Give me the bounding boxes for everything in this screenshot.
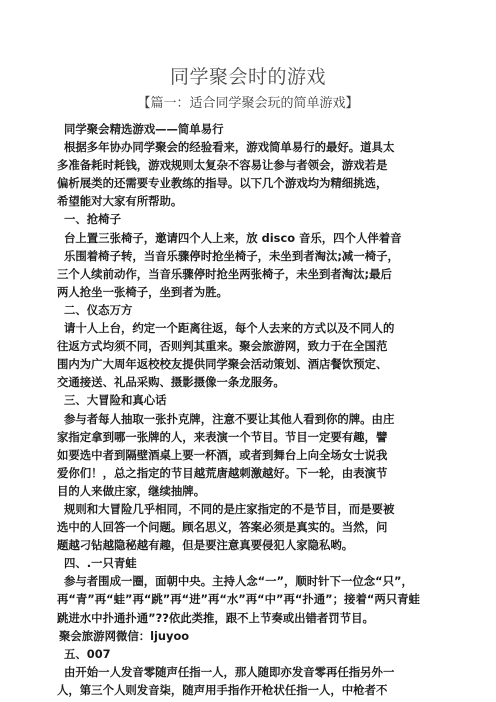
text-line: 交通接送、礼品采购、摄影摄像一条龙服务。 [57, 375, 285, 390]
text-line: 希望能对大家有所帮助。 [57, 194, 183, 209]
article-body [57, 120, 461, 699]
text-line: 多准备耗时耗钱，游戏规则太复杂不容易让参与者领会，游戏若是 [57, 158, 388, 173]
text-line: 参与者围成一圈，面朝中央。主持人念“一”，顺时针下一位念“只”， [64, 574, 413, 589]
text-line: 三、大冒险和真心话 [64, 393, 167, 408]
text-line: 乐围着椅子转，当音乐骤停时抢坐椅子，未坐到者淘汰;减一椅子， [64, 248, 399, 263]
section-subtitle: 【篇一：适合同学聚会玩的简单游戏】 [137, 96, 359, 111]
text-line: 往返方式均须不同，否则判其重来。聚会旅游网，致力于在全国范 [57, 339, 388, 354]
text-line: 家指定拿到哪一张牌的人，来表演一个节目。节目一定要有趣，譬 [57, 429, 388, 444]
text-line: 三个人续前动作，当音乐骤停时抢坐两张椅子，未坐到者淘汰;最后 [57, 266, 392, 281]
text-line: 一、抢椅子 [64, 212, 121, 227]
text-line: 如要选中者到隔壁酒桌上要一杯酒，或者到舞台上向全场女士说我 [57, 447, 388, 462]
text-line: 由开始一人发音零随声任指一人，那人随即亦发音零再任指另外一 [64, 664, 395, 679]
text-line: 再“青”再“蛙”再“跳”再“进”再“水”再“中”再“扑通”；接着“两只青蛙 [57, 592, 420, 607]
text-line: 爱你们！，总之指定的节目越荒唐越刺激越好。下一轮，由表演节 [57, 465, 388, 480]
text-line: 参与者每人抽取一张扑克牌，注意不要让其他人看到你的牌。由庄 [64, 411, 395, 426]
text-line: 跳进水中扑通扑通”??依此类推，跟不上节奏或出错者罚节目。 [57, 610, 374, 625]
text-line: 聚会旅游网微信：ljuyoo [59, 628, 190, 643]
text-line: 二、仪态万方 [64, 302, 133, 317]
text-line: 台上置三张椅子，邀请四个人上来，放 disco 音乐，四个人伴着音 [64, 230, 402, 245]
text-line: 人，第三个人则发音柒，随声用手指作开枪状任指一人，中枪者不 [57, 682, 388, 697]
text-line: 目的人来做庄家，继续抽牌。 [57, 483, 206, 498]
text-line: 选中的人回答一个问题。顾名思义，答案必须是真实的。当然，问 [57, 520, 388, 535]
text-line: 规则和大冒险几乎相同，不同的是庄家指定的不是节目，而是要被 [64, 501, 395, 516]
text-line: 题越刁钻越隐秘越有趣，但是要注意真要侵犯人家隐私哟。 [57, 538, 354, 553]
text-line: 两人抢坐一张椅子，坐到者为胜。 [57, 284, 228, 299]
text-line: 偏析展类的还需要专业教练的指导。以下几个游戏均为精细挑选， [57, 176, 388, 191]
text-line: 根据多年协办同学聚会的经验看来，游戏简单易行的最好。道具太 [64, 140, 395, 155]
text-line: 五、007 [64, 646, 111, 661]
text-line: 同学聚会精选游戏——简单易行 [64, 122, 224, 136]
page-title: 同学聚会时的游戏 [169, 66, 326, 88]
text-line: 围内为广大周年返校校友提供同学聚会活动策划、酒店餐饮预定、 [57, 357, 388, 372]
text-line: 请十人上台，约定一个距离往返，每个人去来的方式以及不同人的 [64, 321, 395, 336]
text-line: 四、.一只青蛙 [64, 556, 137, 571]
